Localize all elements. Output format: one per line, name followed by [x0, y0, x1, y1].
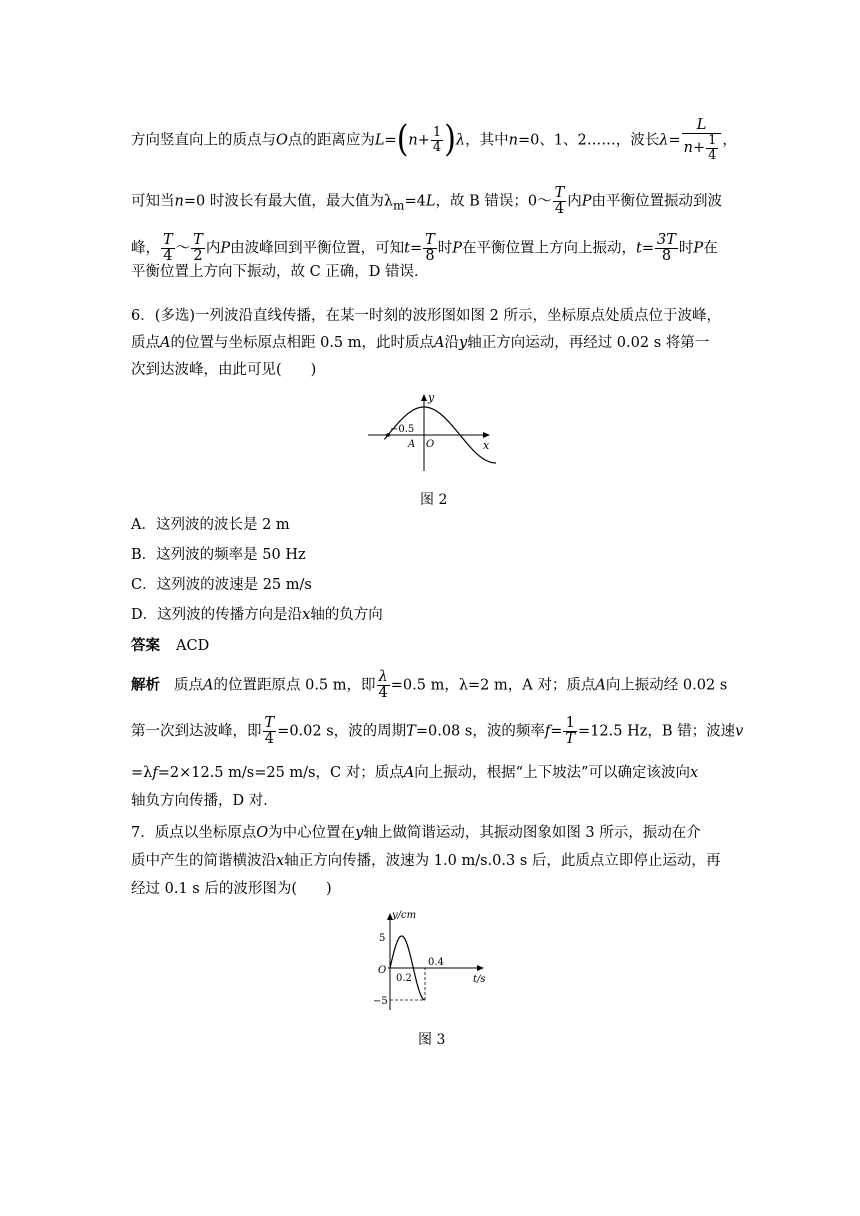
- q7-line-2: 质中产生的简谐横波沿x轴正方向传播，波速为 1.0 m/s.0.3 s 后，此质点立即停止运动，再: [131, 853, 721, 869]
- option-c: C．这列波的波速是 25 m/s: [131, 577, 312, 593]
- analysis-line-1: 解析 质点A的位置距原点 0.5 m，即 $\frac{\lambda}{4}$ =0.5 m，λ=2 m，A 对；质点A向上振动经 0.02 s: [131, 669, 728, 702]
- fig3-label-5: 5: [379, 933, 386, 944]
- text-line-4: 平衡位置上方向下振动，故 C 正确，D 错误．: [131, 264, 429, 280]
- option-d: D．这列波的传播方向是沿x轴的负方向: [131, 607, 383, 623]
- fig3-label-02: 0.2: [396, 973, 412, 984]
- answer-line: 答案 ACD: [131, 637, 210, 654]
- fig3-t-arrow: [477, 965, 484, 971]
- q6-line-1: 6．(多选)一列波沿直线传播，在某一时刻的波形图如图 2 所示，坐标原点处质点位于波峰，: [131, 308, 721, 324]
- figure-3-caption: 图 3: [418, 1032, 446, 1048]
- q7-line-1: 7．质点以坐标原点O为中心位置在y轴上做简谐运动，其振动图象如图 3 所示，振动在介: [131, 825, 701, 841]
- fig2-label-A: A: [408, 439, 416, 450]
- analysis-line-3: =λf=2×12.5 m/s=25 m/s，C 对；质点A向上振动，根据“上下坡法”可以确定该波向x: [131, 765, 699, 781]
- figure-3-vibration: [370, 906, 495, 1016]
- figure-2-caption: 图 2: [420, 492, 448, 508]
- text-line-2: 可知当n=0 时波长有最大值，最大值为$\lambda_m=4L$，故 B 错误；0～ $\frac{T}{4}$ 内P由平衡位置振动到波: [131, 185, 723, 218]
- fig3-label-04: 0.4: [428, 957, 444, 968]
- fig2-y-arrow: [421, 394, 427, 401]
- fig3-label-ycm: y/cm: [392, 910, 417, 921]
- fig2-label-O: O: [426, 439, 435, 450]
- fig3-label-O: O: [378, 965, 387, 976]
- q7-line-3: 经过 0.1 s 后的波形图为( ): [131, 881, 332, 897]
- q6-line-3: 次到达波峰，由此可见( ): [131, 362, 317, 378]
- fig2-label-x: x: [483, 439, 490, 452]
- text-line-3: 峰， $\frac{T}{4}$ ～ $\frac{T}{2}$ 内P由波峰回到平衡位置，可知t= $\frac{T}{8}$ 时P在平衡位置上方向上振动，t= $\frac{3T}{8}$ 时P在: [131, 232, 718, 265]
- option-b: B．这列波的频率是 50 Hz: [131, 547, 306, 563]
- fig2-label-neg05: −0.5: [390, 424, 415, 435]
- analysis-line-2: 第一次到达波峰，即 $\frac{T}{4}$ =0.02 s，波的周期T=0.08 s，波的频率f= $\frac{1}{T}$ =12.5 Hz，B 错；波速v: [131, 715, 744, 748]
- analysis-line-4: 轴负方向传播，D 对．: [131, 793, 278, 809]
- figure-2-wave: [366, 389, 496, 474]
- q6-line-2: 质点A的位置与坐标原点相距 0.5 m，此时质点A沿y轴正方向运动，再经过 0.02 s 将第一: [131, 335, 710, 351]
- fig3-label-ts: t/s: [473, 974, 486, 985]
- fig2-label-y: y: [428, 391, 435, 404]
- fig3-label-neg5: −5: [373, 996, 388, 1007]
- fig2-x-arrow: [483, 432, 490, 438]
- option-a: A．这列波的波长是 2 m: [131, 517, 290, 533]
- text-line-1: 方向竖直向上的质点与O点的距离应为L=(n+ $\frac{1}{4}$ )λ，其中n=0、1、2……，波长λ= L n+ $\frac{1}{4}$ ，: [131, 117, 737, 163]
